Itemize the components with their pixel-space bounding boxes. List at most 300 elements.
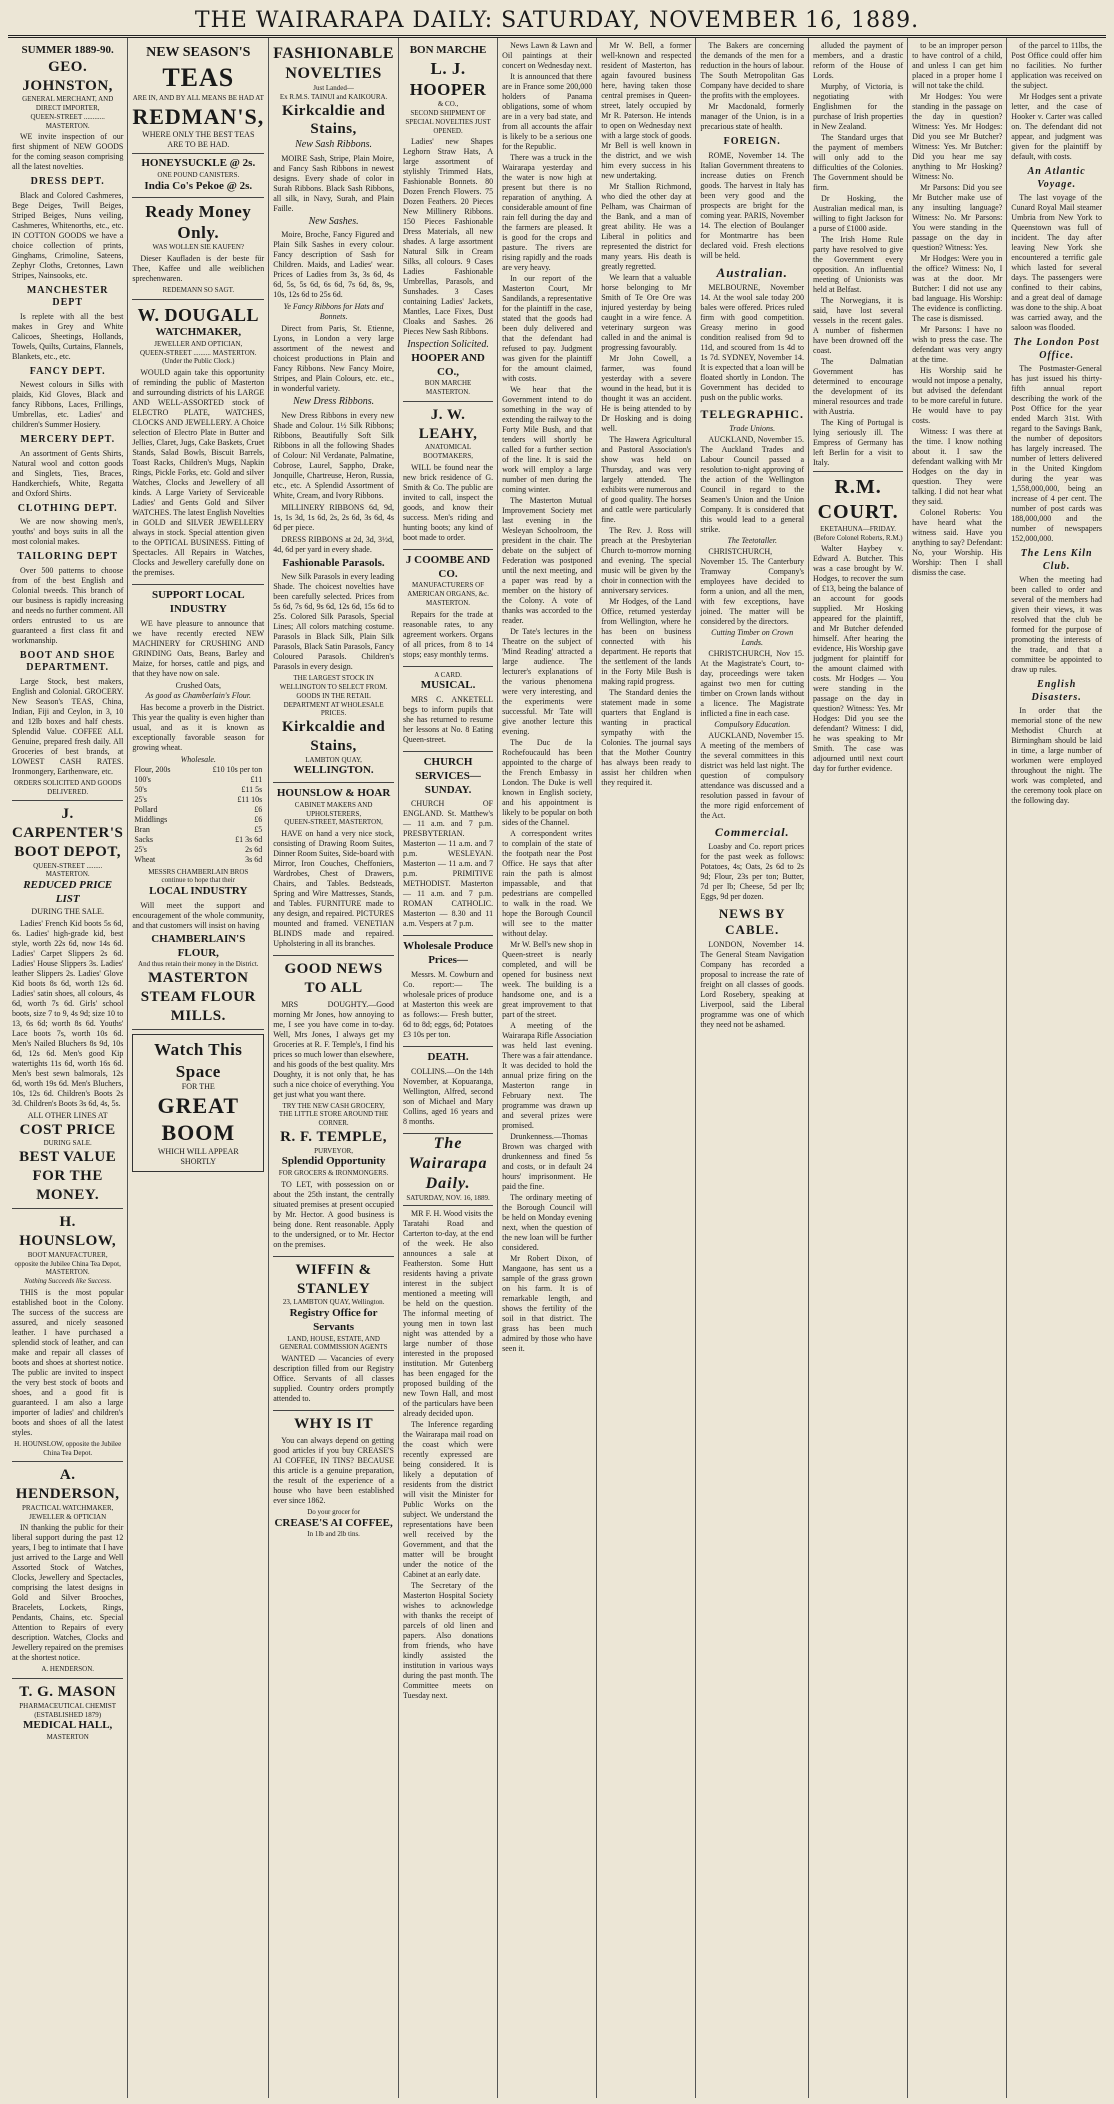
watch-space-ad — [132, 1034, 264, 1172]
mason-title: T. G. MASON — [19, 1684, 117, 1700]
hooper-second: SECOND SHIPMENT OF SPECIAL NOVELTIES JUST OPENED. — [405, 109, 491, 135]
hounslow-title: H. HOUNSLOW, — [19, 1214, 117, 1249]
coombe-ad — [403, 550, 493, 667]
chamberlain-quote: As good as Chamberlain's Flour. — [145, 690, 252, 700]
table-row — [132, 845, 264, 855]
kirkcaldie-parasols-text: New Silk Parasols in every leading Shade. The choicest novelties have been carefully selected. Prices from 5s 6d, 7s 6d, 9s 6d, 12s 6d, 15s 6d to 25s. Colored Silk Parasols, Special Lines; All colors matching costume. Parasols in Black Silk, Plain Silk Parasols, Black Satin Parasols, Fancy Coloured Parasols. Children's Parasols in every design. — [273, 572, 394, 672]
news-paragraph: Mr Stallion Richmond, who died the other day at Pelham, was Chairman of the Bank, and a man of great ability. He was a Liberal in politics and represented the district for many years. His death is greatly regretted. — [601, 182, 692, 271]
column-3 — [269, 38, 399, 2098]
news-paragraph: Witness: I was there at the time. I know nothing about it. I saw the defendant walking with Mr Hodges on the day in question. They were talking. I did not hear what they said. — [912, 427, 1003, 506]
redman-new-season: NEW SEASON'S — [146, 45, 251, 60]
news-paragraph: The Standard denies the statement made in some quarters that England is wanting in practical sympathy with the Colonies. The journal says that the Mother Country has always been ready to assist her children when they required it. — [601, 688, 692, 787]
kirkcaldie-dress-head: New Dress Ribbons. — [293, 396, 375, 407]
news-paragraph: Loasby and Co. report prices for the past week as follows: Potatoes, 4s; Oats, 2s 6d to 2s 9d; Flour, 23s per ton; Butter, 7d per lb; Cheese, 5d per lb; Eggs, 9d per dozen. — [700, 841, 805, 901]
kirkcaldie-ad — [273, 40, 394, 783]
price-value: 2s 6d — [245, 844, 263, 854]
australian-heading: Australian. — [716, 264, 788, 280]
chamberlain-bros2: continue to hope that their — [161, 876, 236, 885]
hooper-location: MASTERTON. — [426, 388, 471, 396]
wiffin-general: GENERAL COMMISSION AGENTS — [279, 1343, 388, 1352]
carpenter-cost: COST PRICE — [19, 1121, 116, 1138]
price-label: Pollard — [134, 804, 158, 814]
court-before: (Before Colonel Roberts, R.M.) — [813, 533, 903, 542]
church-text: CHURCH OF ENGLAND. St. Matthew's — 11 a.m. and 7 p.m. PRESBYTERIAN. Masterton — 11 a.m. and 7 p.m. WESLEYAN. Masterton — 11 a.m. and 7 p.m. PRIMITIVE METHODIST. Masterton — 11 a.m. and 7 p.m. ROMAN CATHOLIC. Masterton — 8.30 and 11 a.m. Vespers at 7 p.m. — [402, 799, 494, 929]
henderson-sub: PRACTICAL WATCHMAKER, JEWELLER & OPTICIAN — [21, 1503, 114, 1521]
musical-text: MRS C. ANKETELL begs to inform pupils that she has returned to resume her lessons at No. 8 Eating Queen-street. — [402, 695, 494, 744]
hounslow-tagline: Nothing Succeeds like Success. — [24, 1277, 112, 1285]
wiffin-name: WIFFIN & STANLEY — [295, 1261, 372, 1297]
court-location: EKETAHUNA—FRIDAY. — [820, 525, 897, 533]
news-paragraph: LONDON, November 14. The General Steam Navigation Company has recorded a proposal to increase the rate of freight on all classes of goods. Lord Rosebery, speaking at Liverpool, said the Liberal programme was one of which they need not be ashamed. — [700, 940, 805, 1030]
mason-location: MASTERTON — [46, 1733, 89, 1741]
news-paragraph: MELBOURNE, November 14. At the wool sale today 200 bales were offered. Prices ruled firm with good competition. Greasy merino in good condition realised from 9d to 11d, and scoured from 1s 4d to 1s 7d. SYDNEY, November 14. It is expected that a loan will be floated shortly in London. The Government has decided to push on the public works. — [700, 282, 805, 402]
news-paragraph: ROME, November 14. The Italian Government threatens to increase duties on French goods. The harvest in Italy has been very good and the prospects are bright for the coming year. PARIS, November 14. The election of Boulanger for Montmartre has been declared void. Fresh elections will be held. — [700, 150, 805, 260]
table-row — [132, 835, 264, 845]
news-paragraph: We learn that a valuable horse belonging to Mr Smith of Te Ore Ore was injured yesterday by being caught in a wire fence. A veterinary surgeon was called in and the animal is progressing favourably. — [601, 273, 692, 352]
news-paragraph: to be an improper person to have control of a child, and unless I can get him placed in a proper home I will not take the child. — [912, 41, 1003, 90]
column-9 — [908, 38, 1007, 2098]
chamberlain-ad — [132, 585, 264, 1030]
news-paragraph: The Bakers are concerning the demands of the men for a reduction in the hours of labour. The South Metropolitan Gas Company have decided to share the profits with the employees. — [700, 41, 805, 100]
johnston-trade: GENERAL MERCHANT, AND DIRECT IMPORTER, — [22, 95, 114, 112]
chamberlain-wholesale: Wholesale. — [180, 754, 216, 764]
news-paragraph: A correspondent writes to complain of the state of the footpath near the Post Office. He says that after rain the path is almost impassable, and that pedestrians are compelled to walk in the road. We hope the Borough Council will see to the matter without delay. — [502, 829, 593, 938]
club-heading: The Lens Kiln Club. — [1020, 548, 1093, 572]
carpenter-title: J. CARPENTER'S BOOT DEPOT, — [12, 806, 124, 860]
henderson-sign: A. HENDERSON. — [41, 1665, 95, 1674]
hounslow-hoar-ad — [273, 783, 394, 956]
news-paragraph: Mr Hodges, of the Land Office, returned yesterday from Wellington, where he has been on business connected with his department. He reports that the settlement of the lands in the Forty Mile Bush is making rapid progress. — [601, 597, 692, 686]
price-label: Flour, 200s — [134, 764, 171, 774]
carpenter-location: QUEEN-STREET ......... MASTERTON. — [33, 861, 103, 879]
news-paragraph: News Lawn & Lawn and Oil paintings at their concert on Wednesday next. — [502, 41, 593, 70]
wiffin-ad — [273, 1257, 394, 1411]
kirkcaldie-sash-text: MOIRE Sash, Stripe, Plain Moire, and Fancy Sash Ribbons in newest designs. Every shade of color in Surah Ribbons. Black Sash Ribbons, all silk, in Navy, Surah, and Plain Faille. — [273, 153, 394, 213]
chamberlain-quote-text: Has become a proverb in the District. This year the quality is even higher than usual, and as it is known as exceptionally favorable season for growing wheat. — [132, 702, 265, 752]
news-paragraph: AUCKLAND, November 15. A meeting of the members of the several committees in this district was held last night. The question of compulsory attendance was discussed and a resolution passed in favour of the more rigid enforcement of the Act. — [700, 730, 805, 820]
musical-title: MUSICAL. — [420, 679, 476, 692]
news-paragraph: Colonel Roberts: You have heard what the witness said. Have you anything to say? Defendant: No, your Worship. His Worship: Then I shall dismiss the case. — [912, 508, 1003, 577]
johnston-location: QUEEN-STREET ............ MASTERTON. — [30, 112, 105, 130]
watch-which: WHICH WILL APPEAR — [157, 1146, 239, 1156]
death-text: COLLINS.—On the 14th November, at Kopuaranga, Wellington, Alfred, second son of Michael and Mary Collins, aged 16 years and 8 months. — [402, 1066, 494, 1126]
news-paragraph: His Worship said he would not impose a penalty, but advised the defendant to be more careful in future. He would have to pay costs. — [912, 366, 1003, 425]
kirkcaldie-name-2: Kirkcaldie and Stains, — [281, 719, 386, 754]
crease-coffee: CREASE'S AI COFFEE, — [274, 1516, 393, 1529]
tailoring-dept-title: TAILORING DEPT — [17, 551, 119, 563]
news-paragraph: Walter Haybey v. Edward A. Butcher. This was a case brought by W. Hodges, to recover the sum of £13, being the balance of an account for goods supplied. Mr Hosking appeared for the plaintiff, and Mr Butcher defended himself. After hearing the evidence, His Worship gave judgment for plaintiff for the amount claimed with costs. Mr Hodges — You were standing in the passage on the day in question? Witness: Yes. Mr Hodges: Did you see the defendant? Witness: I did, he was speaking to Mr Smith. The case was adjourned until next court day for further evidence. — [813, 543, 904, 773]
kirkcaldie-name: Kirkcaldie and Stains, — [281, 102, 386, 138]
table-row — [132, 815, 264, 825]
clothing-dept-title: CLOTHING DEPT. — [17, 502, 118, 514]
kirkcaldie-wellington: WELLINGTON. — [293, 764, 374, 777]
carpenter-reduced: REDUCED PRICE LIST — [23, 879, 113, 905]
hoar-location: QUEEN-STREET, MASTERTON, — [284, 818, 383, 827]
column-5 — [498, 38, 597, 2098]
news-paragraph: Murphy, of Victoria, is negotiating with Englishmen for the purchase of Irish properties in New Zealand. — [813, 82, 904, 131]
mercery-dept-title: MERCERY DEPT. — [20, 434, 116, 446]
news-column-6 — [601, 41, 691, 788]
temple-name: R. F. TEMPLE, — [280, 1128, 388, 1145]
death-notice — [403, 1047, 493, 1134]
mercery-dept-text: An assortment of Gents Shirts, Natural wool and cotton goods and Singlets, Ties, Braces, Handkerchiefs, White, Regatta and Oxford Shirts. — [12, 448, 124, 498]
news-paragraph: The ordinary meeting of the Borough Council will be held on Monday evening next, when the question of the new loan will be further considered. — [502, 1193, 593, 1252]
price-value: £5 — [254, 824, 263, 834]
kirkcaldie-sash-head: New Sash Ribbons. — [295, 139, 373, 150]
musical-card: A CARD. — [434, 670, 462, 679]
dougall-trade: WATCHMAKER, — [155, 326, 242, 338]
news-paragraph: In our report of the Masterton Court, Mr Sandilands, a representative for the plaintiff in the case, stated that the goods had been duly delivered and that the defendant had refused to pay. Judgment was given for the plaintiff for the amount claimed, with costs. — [502, 274, 593, 383]
editorial — [403, 1134, 493, 1702]
kirkcaldie-just: Just Landed— — [313, 84, 354, 92]
table-row — [132, 765, 264, 775]
mason-est: (ESTABLISHED 1879) — [34, 1710, 102, 1719]
price-label: Middlings — [134, 814, 168, 824]
mason-sub: PHARMACEUTICAL CHEMIST — [19, 1701, 117, 1710]
news-paragraph: Dr Hosking, the Australian medical man, is willing to fight Jackson for a purse of £1000 aside. — [813, 194, 904, 233]
manchester-dept-text: Is replete with all the best makes in Grey and White Calicoes, Sheetings, Hollands, Towels, Quilts, Curtains, Flannels, Blankets, etc., etc. — [12, 311, 124, 361]
telegraphic-heading: TELEGRAPHIC. — [700, 406, 805, 421]
news-paragraph: Mr Hodges sent a private letter, and the case of Hooker v. Carter was called on. The defendant did not appear, and judgment was given for the plaintiff by default, with costs. — [1011, 92, 1103, 161]
temple-little: THE LITTLE STORE AROUND THE CORNER. — [278, 1110, 389, 1127]
news-paragraph: A meeting of the Wairarapa Rifle Association was held last evening. There was a fair attendance. It was decided to hold the annual prize firing on the Masterton range in February next. The programme was drawn up and several prizes were promised. — [502, 1021, 593, 1130]
johnston-intro: WE invite inspection of our first shipment of NEW GOODS for the coming season comprising all the latest novelties. — [12, 132, 124, 172]
crease-purchase: Do your grocer for — [307, 1507, 360, 1516]
season-heading: SUMMER 1889-90. — [21, 44, 114, 56]
hoar-trade: CABINET MAKERS AND UPHOLSTERERS, — [294, 800, 373, 818]
splendid-for: FOR GROCERS & IRONMONGERS. — [278, 1169, 389, 1177]
johnston-ad — [12, 40, 123, 801]
chamberlain-masterton: MASTERTON — [148, 970, 249, 986]
carpenter-value: BEST VALUE FOR THE MONEY. — [19, 1149, 117, 1203]
news-paragraph: The Standard urges that the payment of members will only add to the difficulties of the Colonies. The Government should be firm. — [813, 133, 904, 192]
chamberlain-price-table — [132, 765, 264, 865]
leahy-trade: ANATOMICAL BOOTMAKERS, — [423, 443, 474, 460]
table-row — [132, 855, 264, 865]
chamberlain-bros: MESSRS CHAMBERLAIN BROS — [148, 867, 249, 876]
commercial-heading: Commercial. — [714, 824, 790, 839]
dougall-location: QUEEN-STREET .......... MASTERTON. — [139, 348, 257, 357]
column-10 — [1007, 38, 1106, 2098]
church-ad — [403, 752, 493, 936]
cable-heading: NEWS BY CABLE. — [718, 905, 786, 937]
news-paragraph: Mr Macdonald, formerly manager of the Union, is in a precarious state of health. — [700, 102, 805, 131]
kirkcaldie-quay: LAMBTON QUAY, — [305, 755, 362, 764]
news-paragraph: Mr John Cowell, a farmer, was found yesterday with a severe wound in the head, but it is thought it was an accident. He is being attended to by Dr Hosking and is doing well. — [601, 354, 692, 433]
redman-sign: REDEMANN SO SAGT. — [162, 285, 235, 294]
redman-german-text: Dieser Kaufladen is der beste für Thee, Kaffee und alle weiblichen sprechenwaren. — [132, 253, 265, 283]
splendid-text: TO LET, with possession on or about the 25th instant, the centrally situated premises at present occupied by Mr. Hector. A good business is being done. Rent reasonable. Apply to the undersigned, or to Mr. Hector on the premises. — [273, 1179, 394, 1249]
hooper-name-2: HOOPER AND CO., — [411, 351, 485, 378]
manchester-dept-title: MANCHESTER DEPT — [26, 284, 109, 309]
boot-dept-title: BOOT AND SHOE DEPARTMENT. — [19, 649, 116, 674]
price-value: £11 5s — [241, 784, 263, 794]
leahy-ad — [403, 402, 493, 550]
news-paragraph: The Irish Home Rule party have resolved to give the Government every opposition. An influential meeting of Unionists was held at Belfast. — [813, 235, 904, 294]
redman-canisters: ONE POUND CANISTERS. — [157, 171, 240, 179]
chamberlain-local-text: Will meet the support and encouragement of the whole community, and that customers will insist on having — [132, 900, 265, 930]
kirkcaldie-fashion: FASHIONABLE NOVELTIES — [273, 45, 394, 82]
paper-name: The Wairarapa Daily. — [408, 1134, 488, 1192]
news-paragraph: Mr W. Bell, a former well-known and respected resident of Masterton, has again favoured business here, having taken those central premises in Queen-street, lately occupied by Mr R. Paterson. He intends to open on Wednesday next with a large stock of goods. Mr Bell is well known in the district, and we wish him every success in his new undertaking. — [601, 41, 692, 180]
column-1 — [8, 38, 128, 2098]
orders-solicited: ORDERS SOLICITED AND GOODS DELIVERED. — [13, 778, 122, 796]
redman-name: REDMAN'S, — [132, 103, 265, 129]
news-paragraph: alluded the payment of members, and a drastic reform of the House of Lords. — [813, 41, 904, 80]
hooper-bon: BON MARCHE — [424, 379, 472, 388]
news-column-8 — [813, 41, 903, 774]
news-paragraph: CHRISTCHURCH, Nov 15. At the Magistrate's Court, to-day, proceedings were taken against two men for cutting timber on Crown lands without a licence. The Magistrate inflicted a fine in each case. — [700, 648, 805, 718]
musical-ad — [403, 667, 493, 753]
price-label: 25's — [134, 794, 147, 804]
clothing-dept-text: We are now showing men's, youths' and boys suits in all the most colonial makes. — [12, 517, 124, 547]
mason-ad — [12, 1679, 123, 1746]
chamberlain-mills: STEAM FLOUR MILLS. — [140, 988, 256, 1024]
hounslow-text: THIS is the most popular established boot in the Colony. The success of the success are assured, and nicely seasoned leather. I have purchased a splendid stock of leather, and can make and repair all classes of boots and shoes at shortest notice. The public are invited to inspect the very best stock of boots and shoes, and a good fit is guaranteed. I am also a large importer of ladies' and children's boots and shoes of all the latest styles. — [12, 1287, 124, 1437]
redman-teas: TEAS — [162, 62, 235, 92]
hooper-inspection: Inspection Solicited. — [407, 339, 489, 351]
hooper-text: Ladies' new Shapes Leghorn Straw Hats, A large assortment of stylishly Trimmed Hats, Fashionable Bonnets. 80 Dozen French Flowers. 75 Dozen Feathers. 20 Pieces New Millinery Ribbons. 150 Pieces Fashionable Dress Materials, all new shades. A large assortment Natural Silk in Cream Silks, all colours. 9 Cases Ladies Fashionable Umbrellas, Parasols, and Sunshades. 3 Cases containing Ladies' Jackets, Mantles, Lace Fixes, Dust Cloaks and Sashes. 26 Pieces New Sash Ribbons. — [402, 137, 494, 337]
carpenter-list: Ladies' French Kid boots 5s 6d, 6s. Ladies' high-grade kid, best style, worth 22s 6d, now 14s 6d. Ladies' Carpet Slippers 2s 6d. Ladies' House Slippers 3s. Ladies' leather Slippers 2s. Ladies' Glove Kid boots 8s 6d, worth 12s 6d. Ladies' satin shoes, all colours, 4s 6d, worth 7s 6d. Girls' school boots, size 7 to 9, 4s 9d; size 10 to 13, 6s 6d; worth 8s 6d. Youths' Lace boots 7s, worth 10s 6d. Men's Nailed Bluchers 8s 9d, 10s 6d, 12s 6d. Men's good Kip watertights 11s 6d, worth 16s 6d. Men's best sewn balmorals, 12s 6d, worth 19s 6d. Men's Bluchers, 10s, 12s 6d. Children's Boots 2s 3d. Children's Boots 3s 6d, 4s, 5s. — [12, 918, 124, 1108]
carpenter-during-sale: DURING SALE. — [43, 1139, 92, 1148]
redman-german-head: WAS WOLLEN SIE KAUFEN? — [152, 243, 244, 251]
johnston-name: GEO. JOHNSTON, — [22, 58, 113, 94]
news-paragraph: Mr Parsons: I have no wish to press the case. The defendant was very angry at the time. — [912, 325, 1003, 364]
editorial-paragraph: MR F. H. Wood visits the Taratahi Road and Carterton to-day, at the end of the week. He also announces a sale at Featherston. Some Hutt residents having a private interest in the subject mentioned a meeting will be held on the question. The informal meeting of young men in town last night was attended by a large number of those interested in the proposed institution. Mr Gutenberg has been engaged for the proposed building of the new Town Hall, and most of the particulars have been already decided upon. — [402, 1209, 494, 1419]
price-label: 50's — [134, 784, 147, 794]
redman-ad — [132, 40, 264, 300]
kirkcaldie-dress-text: New Dress Ribbons in every new Shade and Colour. 1½ Silk Ribbons; Ribbons, Beautifully Soft Silk Ribbons in all the following Shades of Colour: Nil Verdanate, Palmatine, Cobrose, Laurel, Sappho, Drake, Jonquille, Chartreuse, Heron, Russia, etc., etc. A Splendid Assortment of White, Cream, and Ivory Ribbons. — [273, 410, 394, 500]
news-column-7 — [700, 41, 804, 1030]
redman-ready-money: Ready Money Only. — [145, 201, 252, 242]
compulsory-heading: Compulsory Education. — [714, 719, 791, 729]
good-news-text: MRS DOUGHTY.—Good morning Mr Jones, how annoying to me, I see you have come in to-day. Well, Mrs Jones, I always get my Groceries at R. F. Temple's, I find his prices so much lower than elsewhere, and his goods of the best quality. Mrs Doughty, it is not only that, he has such a nice choice of everything. You get just what you want there. — [273, 999, 394, 1099]
coombe-sub: MANUFACTURERS OF AMERICAN ORGANS, &c. — [407, 581, 489, 598]
kirkcaldie-sashes-text: Moire, Broche, Fancy Figured and Plain Silk Sashes in every colour. Fancy description of Sash for Children. Maids, and Ladies' wear. Prices of Ladies from 3s, 3s 6d, 4s 6d, 5s, 5s 6d, 6s 6d, 7s 6d, 8s, 9s, 10s, 12s 6d to 25s 6d. — [273, 230, 394, 299]
temple-purveyor: PURVEYOR, — [314, 1146, 354, 1155]
news-paragraph: Mr Hodges: You were standing in the passage on the day in question? Witness: Yes. Mr Hodges: Did you see Mr Butcher? Witness: Yes. Mr Butcher: Did you hear me say anything to Mr Hosking? Witness: No. — [912, 92, 1003, 181]
foreign-heading: FOREIGN. — [723, 136, 781, 147]
price-label: 25's — [134, 844, 147, 854]
hoar-text: HAVE on hand a very nice stock, consisting of Drawing Room Suites, Dinner Room Suites, Side-board with Mirror, Iron Couches, Cheffoniers, Wardrobes, Chest of Drawers, Chairs, and Tables. Bedsteads, Spring and Wire Mattresses, Stands, and Tables. FURNITURE made to any design, and repaired. PICTURES mounted and framed. VENETIAN BLINDS made and repaired. Upholstering in all its branches. — [273, 829, 394, 948]
death-title: DEATH. — [427, 1050, 469, 1063]
carpenter-other: ALL OTHER LINES AT — [27, 1110, 108, 1120]
temple-ad — [273, 956, 394, 1257]
teetotaller-heading: The Teetotaller. — [727, 535, 777, 545]
hounslow-ad — [12, 1209, 123, 1462]
mason-hall: MEDICAL HALL, — [23, 1719, 113, 1732]
news-paragraph: Dr Tate's lectures in the Theatre on the subject of 'Mind Reading' attracted a large audience. The lecturer's explanations of the various phenomena were very interesting, and the experiments were successful. Mr Tate will give another lecture this evening. — [502, 627, 593, 736]
coombe-text: Repairs for the trade at reasonable rates, to any agreement workers. Organs of all prices, from 8 to 14 stops; easy monthly terms. — [402, 609, 494, 659]
kirkcaldie-fancy-text: Direct from Paris, St. Etienne, Lyons, in London a very large assortment of the newest and choicest productions in Plain and Fancy Ribbons. New Fancy Moire, Stripes, and Plain Colours, etc. etc., in wonderful variety. — [273, 324, 394, 393]
price-label: 100's — [134, 774, 151, 784]
news-paragraph: It is announced that there are in France some 200,000 holders of Panama obligations, some of whom are in a very bad state, and from all accounts the affair is likely to be a serious one for the Republic. — [502, 72, 593, 151]
produce-ad — [403, 936, 493, 1047]
watch-this-space: Watch This Space — [154, 1040, 243, 1081]
boot-dept-text: Large Stock, best makers, English and Colonial. GROCERY. New Season's TEAS, China, Indian, Fiji and Ceylon, in 3, 10 and 12lb boxes and half chests. Splendid Value. COFFEE ALL Genuine, prepared fresh daily. All Groceries of best brands, at LOWEST CASH RATES. Ironmongery, Earthenware, etc. — [12, 676, 124, 776]
kirkcaldie-largest: THE LARGEST STOCK IN WELLINGTON TO SELECT FROM. — [279, 674, 388, 691]
news-paragraph: Mr Robert Dixon, of Mangaone, has sent us a sample of the grass grown on his farm. It is of remarkable length, and shows the fertility of the soil in that district. The grass has been much admired by those who have seen it. — [502, 1254, 593, 1353]
tailoring-dept-text: Over 500 patterns to choose from of the best English and Colonial tweeds. This branch of our business is rapidly increasing and needs no further comment. All orders entrusted to us are guaranteed a first class fit and workmanship. — [12, 565, 124, 645]
kirkcaldie-parasols-head: Fashionable Parasols. — [282, 556, 385, 569]
leahy-text: WILL be found near the new brick residence of G. Smith & Co. The public are invited to call, inspect the goods, and know their success. Men's riding and hunting boots; any kind of boot made to order. — [402, 462, 494, 542]
chamberlain-text: WE have pleasure to announce that we have recently erected NEW MACHINERY for CRUSHING AND GRINDING Oats, Beans, Barley and Maize, for horses, cattle and pigs, and that they have now on sale. — [132, 618, 265, 678]
court-heading: R.M. COURT. — [817, 476, 899, 523]
editorial-paragraph: The Inference regarding the Wairarapa mail road on the coast which were recently expressed are being considered. It is likely a deputation of residents from the district will visit the Minister for Public Works on the subject. We understand the representations have been well received by the Government, and that the matter will be brought under the notice of the Cabinet at an early date. — [402, 1420, 494, 1580]
dougall-text: WOULD again take this opportunity of reminding the public of Masterton and surrounding districts of his LARGE AND WELL-ASSORTED stock of ELECTRO PLATE, WATCHES, CLOCKS AND JEWELLERY. A Choice selection of Electro Plate in Butter and Jellies, Claret, Jugs, Cake Baskets, Cruet Stands, Salad Bowls, Biscuit Barrels, Toast Racks, Children's Mugs, Napkin Rings, Pickle Forks, etc. Gold and silver Watches, Clocks and Jewellery of all kinds. A Large Variety of Serviceable Ladies' and Gents Gold and Silver WATCHES. The latest English Novelties in GOLD and SILVER JEWELLERY always in stock. Special attention given to the OPTICAL BUSINESS. Fitting of Spectacles. All Repairs in Watches, Clocks and Jewellery carefully done on the premises. — [132, 368, 265, 577]
news-column-9 — [912, 41, 1002, 578]
watch-for: FOR THE — [181, 1081, 215, 1091]
chamberlain-local: LOCAL INDUSTRY — [149, 885, 248, 897]
paper-date: SATURDAY, NOV. 16, 1889. — [406, 1193, 490, 1202]
news-paragraph: Mr W. Bell's new shop in Queen-street is nearly completed, and will be opened for business next week. The building is a handsome one, and is a great improvement to that part of the street. — [502, 940, 593, 1019]
column-2 — [128, 38, 269, 2098]
redman-honeysuckle: HONEYSUCKLE @ 2s. — [141, 157, 256, 170]
crease-why: WHY IS IT — [294, 1416, 374, 1432]
news-paragraph: The Duc de la Rochefoucauld has been appointed to the charge of the French Embassy in London. The Duke is well known in English society, and his appointment is likely to be popular on both sides of the Channel. — [502, 738, 593, 827]
fancy-dept-title: FANCY DEPT. — [29, 365, 106, 377]
columns — [8, 38, 1106, 2098]
crease-ad — [273, 1411, 394, 1543]
coombe-name: J COOMBE AND CO. — [405, 553, 491, 580]
news-paragraph: The Postmaster-General has just issued his thirty-fifth annual report describing the work of the Post Office for the year ended March 31st. With regard to the Savings Bank, the number of depositors has largely increased. The number of letters delivered in the United Kingdom during the year was 1,558,000,000, being an increase of 4 per cent. The number of post cards was 188,000,000 and the number of newspapers 152,000,000. — [1011, 364, 1103, 543]
wiffin-registry: Registry Office for Servants — [289, 1307, 378, 1333]
watch-shortly: SHORTLY — [180, 1156, 217, 1166]
dress-dept-text: Black and Colored Cashmeres, Bege Deiges, Twill Beiges, Striped Beiges, Nuns veiling, Cashmeres, Whitenorths, etc., etc. IN COTTON GOODS we have a choice collection of prints, Ginghams, Crimoline, Sateens, Zephyr Cloths, Cretonnes, Lawn Stripes, Nainsooks, etc. — [12, 190, 124, 280]
news-paragraph: The Masterton Mutual Improvement Society met last evening in the Wesleyan Schoolroom, the president in the chair. The debate on the subject of Federation was postponed until the next meeting, and a paper was read by a member on the history of the Colony. A vote of thanks was accorded to the reader. — [502, 496, 593, 625]
church-title: CHURCH SERVICES—SUNDAY. — [415, 756, 481, 796]
column-8 — [809, 38, 908, 2098]
table-row — [132, 805, 264, 815]
kirkcaldie-ex: Ex R.M.S. TAINUI and KAIKOURA. — [279, 92, 388, 101]
chamberlain-and: And thus retain their money in the District. — [138, 960, 259, 969]
news-paragraph: Mr Hodges: Were you in the office? Witness: No, I was at the door. Mr Butcher: I did not use any bad language. His Worship: The evidence is conflicting. The case is dismissed. — [912, 254, 1003, 323]
hooper-ad — [403, 40, 493, 402]
watch-great-boom: GREAT BOOM — [157, 1092, 240, 1146]
news-column-5 — [502, 41, 592, 1354]
chamberlain-crushed: Crushed Oats, — [175, 680, 221, 690]
chamberlain-flour: CHAMBERLAIN'S FLOUR, — [151, 932, 246, 959]
voyage-heading: An Atlantic Voyage. — [1027, 166, 1086, 190]
good-news-title: GOOD NEWS TO ALL — [284, 961, 383, 996]
trade-unions-heading: Trade Unions. — [729, 423, 776, 433]
price-label: Wheat — [134, 854, 156, 864]
hooper-name: L. J. HOOPER — [409, 58, 487, 99]
chamberlain-support: SUPPORT LOCAL INDUSTRY — [151, 589, 245, 615]
news-paragraph: The Rev. J. Ross will preach at the Presbyterian Church to-morrow morning and evening. The special music will be given by the choir in connection with the anniversary services. — [601, 526, 692, 595]
wiffin-location: 23, LAMBTON QUAY, Wellington. — [282, 1298, 385, 1307]
splendid-opportunity: Splendid Opportunity — [281, 1155, 386, 1168]
dougall-trade2: JEWELLER AND OPTICIAN, — [154, 339, 243, 348]
hoar-name: HOUNSLOW & HOAR — [276, 787, 391, 799]
coombe-location: MASTERTON. — [426, 598, 471, 607]
kirkcaldie-fancy-head: Ye Fancy Ribbons for Hats and Bonnets. — [283, 302, 384, 321]
dougall-ad — [132, 300, 264, 586]
table-row — [132, 775, 264, 785]
henderson-text: IN thanking the public for their liberal support during the past 12 years, I beg to intimate that I have just arrived to the Large and Well Assorted Stock of Watches, Clocks, Jewellery and Spectacles, comprising the latest designs in Gold and Silver Brooches, Bracelets, Lockets, Rings, Pendants, Chains, etc. Special Attention to Repairs of every description. Watches, Clocks and Jewellery repaired on the premises at the shortest notice. — [12, 1523, 124, 1663]
kirkcaldie-goods: GOODS IN THE RETAIL DEPARTMENT AT WHOLESALE PRICES. — [283, 691, 384, 718]
crown-lands-heading: Cutting Timber on Crown Lands. — [711, 627, 794, 647]
news-paragraph: The Hawera Agricultural and Pastoral Association's show was held on Thursday, and was very largely attended. The exhibits were numerous and of good quality. The horses and cattle were particularly fine. — [601, 435, 692, 524]
wiffin-land: LAND, HOUSE, ESTATE, AND — [287, 1334, 380, 1343]
news-paragraph: The Norwegians, it is said, have lost several vessels in the recent gales. A number of fishermen have been drowned off the coast. — [813, 296, 904, 355]
post-office-heading: The London Post Office. — [1013, 337, 1100, 361]
column-4 — [399, 38, 498, 2098]
kirkcaldie-millinery: MILLINERY RIBBONS 6d, 9d, 1s, 1s 3d, 1s 6d, 2s, 2s 6d, 3s 6d, 4s 6d per piece. — [273, 502, 394, 532]
news-paragraph: Drunkenness.—Thomas Brown was charged with drunkenness and fined 5s and costs, or in default 24 hours' imprisonment. He paid the fine. — [502, 1132, 593, 1191]
price-value: £1 3s 6d — [235, 834, 263, 844]
redman-sub: ARE IN, AND BY ALL MEANS BE HAD AT — [132, 94, 264, 102]
produce-text: Messrs. M. Cowburn and Co. report:— The wholesale prices of produce at Masterton this week are as follows:— Fresh butter, 6d to 8d; eggs, 6d; Potatoes £3 10s per ton. — [402, 969, 494, 1039]
price-value: £10 10s per ton — [212, 764, 263, 774]
news-paragraph: AUCKLAND, November 15. The Auckland Trades and Labour Council passed a resolution to-night approving of the action of the Wellington Council in regard to the Seamen's Union and the Union Company. It is considered that this would lead to a general strike. — [700, 434, 805, 534]
kirkcaldie-sashes-head: New Sashes. — [308, 215, 359, 227]
news-paragraph: CHRISTCHURCH, November 15. The Canterbury Tramway Company's employees have decided to form a union, and all the men, with few exceptions, have joined. The matter will be considered by the directors. — [700, 546, 805, 626]
price-value: £11 — [250, 774, 263, 784]
hooper-co: & CO., — [437, 100, 459, 109]
column-6 — [597, 38, 696, 2098]
redman-where: WHERE ONLY THE BEST TEAS — [142, 130, 255, 140]
fancy-dept-text: Newest colours in Silks with plaids, Kid Gloves, Black and fancy Ribbons, Laces, Frillings, Umbrellas, etc. Ladies' and children's Summer Hosiery. — [12, 380, 124, 430]
editorial-paragraph: The Secretary of the Masterton Hospital Society wishes to acknowledge with thanks the receipt of parcels of old linen and papers. Also donations from friends, who have kindly assisted the institution in various ways during the past month. The Committee meets on Tuesday next. — [402, 1581, 494, 1701]
column-7 — [696, 38, 809, 2098]
price-value: £6 — [254, 804, 263, 814]
dougall-name: W. DOUGALL — [137, 304, 259, 325]
temple-cash: TRY THE NEW CASH GROCERY, — [282, 1101, 385, 1110]
bon-marche: BON MARCHE — [409, 44, 487, 56]
table-row — [132, 825, 264, 835]
kirkcaldie-dress-ribbons: DRESS RIBBONS at 2d, 3d, 3½d, 4d, 6d per yard in every shade. — [273, 534, 394, 554]
news-paragraph: In order that the memorial stone of the new Methodist Church at Birmingham should be laid in time, a large number of workmen were employed throughout the night. The work was completed, and the ceremony took place on the following day. — [1011, 706, 1103, 805]
masthead: THE WAIRARAPA DAILY: SATURDAY, NOVEMBER 16, 1889. — [8, 4, 1106, 38]
wiffin-text: WANTED — Vacancies of every description filled from our Registry Office. Servants of all classes supplied. Country orders promptly attended to. — [273, 1354, 394, 1403]
crease-text: You can always depend on getting good articles if you buy CREASE'S AI COFFEE, IN TINS? BECAUSE this article is a genuine preparation, the result of the experience of a house who have been established ever since 1862. — [273, 1435, 394, 1505]
dress-dept-title: DRESS DEPT. — [30, 176, 105, 188]
carpenter-ad — [12, 801, 123, 1209]
price-value: £11 10s — [237, 794, 263, 804]
news-paragraph: The King of Portugal is lying seriously ill. The Empress of Germany has left Berlin for a visit to Italy. — [813, 418, 904, 467]
carpenter-during: DURING THE SALE. — [31, 906, 104, 916]
news-paragraph: of the parcel to 11lbs, the Post Office could offer him no facilities. No further application was received on the subject. — [1011, 41, 1103, 90]
news-paragraph: When the meeting had been called to order and several of the members had given their views, it was resolved that the club be formed for the purpose of promoting the interests of the trade, and that a committee be appointed to draw up rules. — [1011, 575, 1103, 674]
redman-india: India Co's Pekoe @ 2s. — [144, 179, 253, 192]
henderson-ad — [12, 1462, 123, 1679]
disasters-heading: English Disasters. — [1031, 679, 1082, 703]
crease-tins: In 1lb and 2lb tins. — [307, 1530, 360, 1539]
news-paragraph: There was a truck in the Wairarapa yesterday and the water is now high at present but there is no reparation of anything. A considerable amount of fine rain fell during the day and the farmers are pleased. It is good for the crops and pasture. The rivers are rising rapidly and the roads are very heavy. — [502, 153, 593, 272]
hounslow-sub: BOOT MANUFACTURER, — [27, 1250, 108, 1259]
news-paragraph: Mr Parsons: Did you see Mr Butcher make use of any insulting language? Witness: No. Mr Parsons: You were standing in the passage on the day in question? Witness: Yes. — [912, 183, 1003, 252]
henderson-title: A. HENDERSON, — [15, 1467, 120, 1502]
news-paragraph: We hear that the Government intend to do something in the way of extending the railway to the Forty Mile Bush, and that tenders will shortly be called for a further section of the line. It is said the work will employ a large number of men during the coming winter. — [502, 385, 593, 494]
price-value: £6 — [254, 814, 263, 824]
dougall-clock: (Under the Public Clock.) — [162, 357, 235, 366]
news-column-10 — [1011, 41, 1102, 806]
news-paragraph: The last voyage of the Cunard Royal Mail steamer Umbria from New York to Queenstown was full of incident. The day after leaving New York she encountered a terrific gale which lasted for several days. The passengers were confined to their cabins, and a great deal of damage was done to the ship. A boat was carried away, and the saloon was flooded. — [1011, 193, 1103, 332]
hounslow-sub2: opposite the Jubilee China Tea Depot, — [14, 1259, 121, 1268]
redman-where2: ARE TO BE HAD. — [167, 140, 230, 150]
news-paragraph: The Dalmatian Government has determined to encourage the development of its mineral resources and trade with Austria. — [813, 357, 904, 416]
table-row — [132, 785, 264, 795]
hounslow-sign: H. HOUNSLOW, opposite the Jubilee China Tea Depot. — [14, 1439, 122, 1457]
price-label: Bran — [134, 824, 150, 834]
produce-title: Wholesale Produce Prices— — [403, 940, 494, 966]
price-label: Sacks — [134, 834, 154, 844]
leahy-name: J. W. LEAHY, — [418, 406, 478, 442]
hounslow-location: MASTERTON. — [45, 1268, 90, 1277]
table-row — [132, 795, 264, 805]
price-value: 3s 6d — [245, 854, 263, 864]
